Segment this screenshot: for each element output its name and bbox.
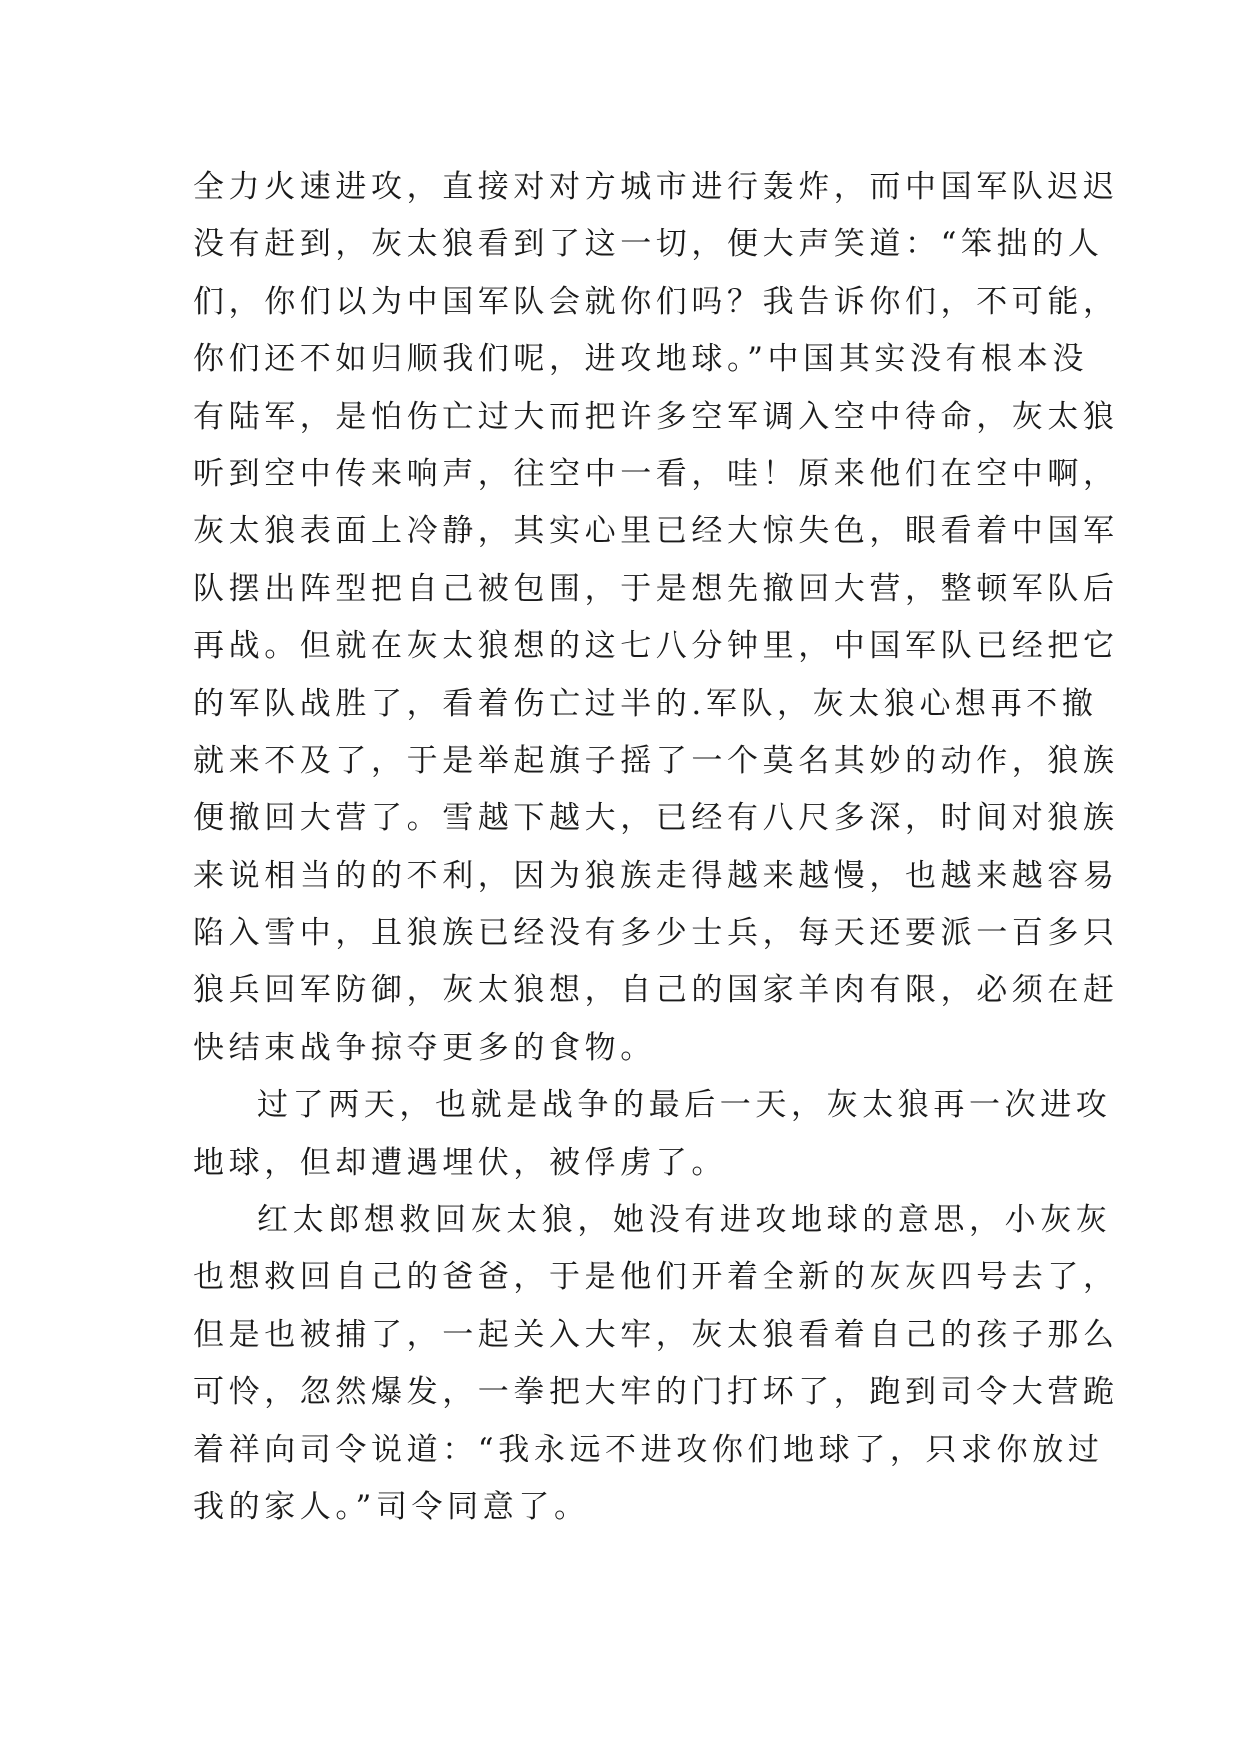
text-line: 便撤回大营了。雪越下越大，已经有八尺多深，时间对狼族	[193, 800, 1119, 837]
text-line: 们，你们以为中国军队会就你们吗？我告诉你们，不可能，	[193, 283, 1119, 320]
text-line: 没有赶到，灰太狼看到了这一切，便大声笑道：“笨拙的人	[193, 226, 1104, 263]
text-line: 快结束战争掠夺更多的食物。	[193, 1029, 656, 1066]
text-line: 来说相当的的不利，因为狼族走得越来越慢，也越来越容易	[193, 857, 1119, 894]
text-line: 队摆出阵型把自己被包围，于是想先撤回大营，整顿军队后	[193, 570, 1119, 607]
text-line: 听到空中传来响声，往空中一看，哇！原来他们在空中啊，	[193, 455, 1119, 492]
text-line: 我的家人。”司令同意了。	[193, 1488, 590, 1525]
text-line: 有陆军，是怕伤亡过大而把许多空军调入空中待命，灰太狼	[193, 398, 1119, 435]
text-line: 陷入雪中，且狼族已经没有多少士兵，每天还要派一百多只	[193, 915, 1119, 952]
text-line: 过了两天，也就是战争的最后一天，灰太狼再一次进攻	[257, 1087, 1112, 1124]
text-line: 就来不及了，于是举起旗子摇了一个莫名其妙的动作，狼族	[193, 742, 1119, 779]
text-line: 但是也被捕了，一起关入大牢，灰太狼看着自己的孩子那么	[193, 1316, 1119, 1353]
text-line: 灰太狼表面上冷静，其实心里已经大惊失色，眼看着中国军	[193, 513, 1119, 550]
text-line: 再战。但就在灰太狼想的这七八分钟里，中国军队已经把它	[193, 628, 1119, 665]
text-line: 狼兵回军防御，灰太狼想，自己的国家羊肉有限，必须在赶	[193, 972, 1119, 1009]
text-line: 的军队战胜了，看着伤亡过半的.军队，灰太狼心想再不撤	[193, 685, 1098, 722]
text-line: 红太郎想救回灰太狼，她没有进攻地球的意思，小灰灰	[257, 1202, 1112, 1239]
text-line: 地球，但却遭遇埋伏，被俘虏了。	[193, 1144, 727, 1181]
text-line: 着祥向司令说道：“我永远不进攻你们地球了，只求你放过	[193, 1431, 1104, 1468]
text-line: 也想救回自己的爸爸，于是他们开着全新的灰灰四号去了，	[193, 1259, 1119, 1296]
text-line: 可怜，忽然爆发，一拳把大牢的门打坏了，跑到司令大营跪	[193, 1374, 1119, 1411]
body-text	[193, 159, 1119, 1536]
text-line: 你们还不如归顺我们呢，进攻地球。”中国其实没有根本没	[193, 341, 1088, 378]
text-line: 全力火速进攻，直接对对方城市进行轰炸，而中国军队迟迟	[193, 169, 1119, 205]
